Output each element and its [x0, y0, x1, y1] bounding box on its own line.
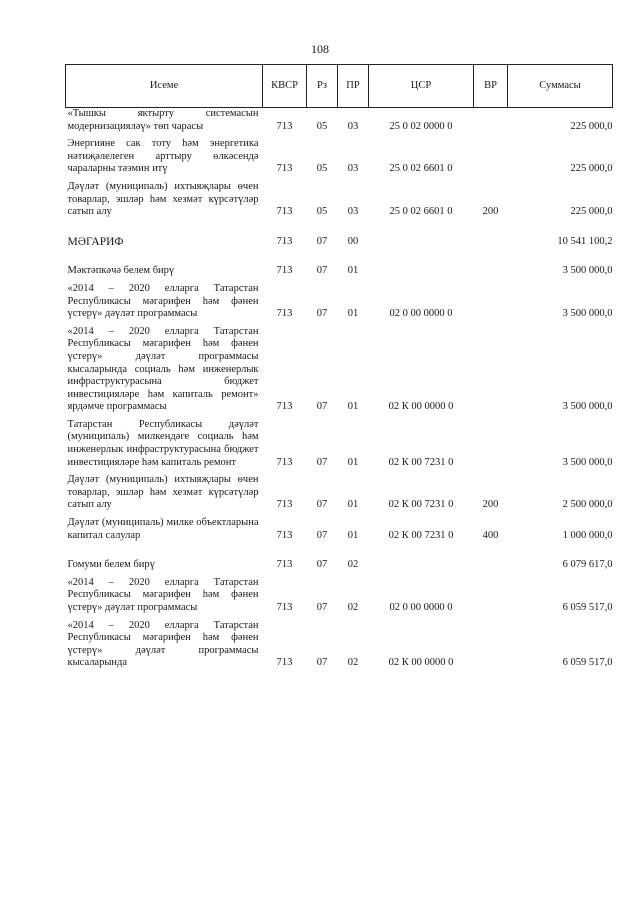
row-sum: 3 500 000,0 — [562, 308, 613, 320]
header-csr: ЦСР — [369, 65, 474, 108]
row-name: Гомуми белем бирү — [67, 559, 155, 571]
row-sum: 6 079 617,0 — [562, 559, 613, 571]
row-csr: 25 0 02 0000 0 — [389, 120, 453, 132]
row-csr: 25 0 02 6601 0 — [389, 163, 453, 175]
header-name: Исеме — [66, 65, 263, 108]
row-vr: 400 — [482, 529, 499, 541]
row-csr: 02 К 00 0000 0 — [388, 401, 454, 413]
row-vr — [474, 222, 508, 252]
row-vr: 200 — [482, 499, 499, 511]
row-rz: 05 — [316, 120, 328, 132]
row-name: «2014 – 2020 елларга Татарстан Республикасы мәгарифен һәм фәнен үстерү» дәүләт программасы кысаларында — [67, 619, 259, 669]
table-row — [66, 179, 613, 222]
row-vr — [474, 417, 508, 472]
row-sum: 3 500 000,0 — [562, 265, 613, 277]
table-row — [66, 251, 613, 281]
row-kvsr: 713 — [276, 163, 293, 175]
row-name: «2014 – 2020 елларга Татарстан Республикасы мәгарифен һәм фәнен үстерү» дәүләт программасы кысаларында социаль һәм инженерлык инфраструктурасына бюджет инвестицияләре һәм капиталь ремонт» ярдәмче программасы — [67, 325, 259, 413]
row-csr: 25 0 02 6601 0 — [389, 206, 453, 218]
table-row — [66, 108, 613, 137]
row-kvsr: 713 — [276, 206, 293, 218]
table-row — [66, 472, 613, 515]
row-name: Татарстан Республикасы дәүләт (муниципаль) милкендәге социаль һәм инженерлык инфраструктурасына бюджет инвестицияләре һәм капиталь ремонт — [67, 418, 259, 468]
page-number: 108 — [311, 42, 329, 56]
budget-table — [65, 64, 613, 673]
table-row — [66, 324, 613, 417]
table-row — [66, 136, 613, 179]
header-pr: ПР — [338, 65, 369, 108]
row-name: «2014 – 2020 елларга Татарстан Республикасы мәгарифен һәм фәнен үстерү» дәүләт программасы — [67, 282, 259, 320]
row-kvsr: 713 — [276, 265, 293, 277]
row-pr: 02 — [347, 559, 359, 571]
row-csr: 02 К 00 7231 0 — [388, 499, 454, 511]
row-vr — [474, 108, 508, 137]
row-pr: 01 — [347, 308, 359, 320]
row-pr: 01 — [347, 529, 359, 541]
row-rz: 07 — [316, 265, 328, 277]
header-sum: Суммасы — [508, 65, 613, 108]
row-rz: 07 — [316, 657, 328, 669]
table-row — [66, 575, 613, 618]
row-name: Дәүләт (муниципаль) ихтыяҗлары өчен товарлар, эшләр һәм хезмәт күрсәтүләр сатып алу — [67, 180, 259, 218]
row-rz: 07 — [316, 602, 328, 613]
row-rz: 05 — [316, 206, 328, 218]
row-csr: 02 К 00 7231 0 — [388, 529, 454, 541]
row-sum: 2 500 000,0 — [562, 499, 613, 511]
row-name: Дәүләт (муниципаль) милке объектларына капитал салулар — [67, 517, 259, 541]
row-kvsr: 713 — [276, 235, 293, 247]
row-sum: 225 000,0 — [570, 163, 613, 175]
row-name: «2014 – 2020 елларга Татарстан Республикасы мәгарифен һәм фәнен үстерү» дәүләт программасы — [67, 576, 259, 613]
row-csr: 02 0 00 0000 0 — [389, 308, 453, 320]
row-name: Энергияне сак тоту һәм энергетика нәтиҗәлелеген арттыру өлкәсендә чараларны тәэмин итү — [67, 138, 259, 175]
row-rz: 05 — [316, 163, 328, 175]
row-vr — [474, 575, 508, 618]
row-sum: 3 500 000,0 — [562, 456, 613, 468]
row-name: МӘГАРИФ — [67, 235, 124, 248]
row-sum: 225 000,0 — [570, 206, 613, 218]
row-vr — [474, 618, 508, 673]
row-vr — [474, 281, 508, 324]
row-rz: 07 — [316, 529, 328, 541]
header-vr: ВР — [474, 65, 508, 108]
row-kvsr: 713 — [276, 308, 293, 320]
row-pr: 02 — [347, 657, 359, 669]
table-header — [66, 65, 613, 108]
row-kvsr: 713 — [276, 499, 293, 511]
row-vr: 200 — [482, 206, 499, 218]
row-sum: 6 059 517,0 — [562, 657, 613, 669]
row-sum: 10 541 100,2 — [557, 235, 613, 247]
row-kvsr: 713 — [276, 120, 293, 132]
table-row — [66, 515, 613, 545]
row-rz: 07 — [316, 499, 328, 511]
row-kvsr: 713 — [276, 529, 293, 541]
row-pr: 03 — [347, 120, 359, 132]
row-kvsr: 713 — [276, 657, 293, 669]
row-vr — [474, 545, 508, 575]
table-row — [66, 545, 613, 575]
row-csr: 02 К 00 0000 0 — [388, 657, 454, 669]
row-pr: 01 — [347, 499, 359, 511]
row-rz: 07 — [316, 235, 328, 247]
row-kvsr: 713 — [276, 602, 293, 613]
row-vr — [474, 251, 508, 281]
row-sum: 225 000,0 — [570, 120, 613, 132]
row-vr — [474, 136, 508, 179]
row-sum: 1 000 000,0 — [562, 529, 613, 541]
table-row — [66, 417, 613, 472]
row-csr: 02 0 00 0000 0 — [389, 602, 453, 613]
row-csr — [369, 251, 474, 281]
row-rz: 07 — [316, 308, 328, 320]
row-rz: 07 — [316, 456, 328, 468]
row-csr — [369, 222, 474, 252]
row-rz: 07 — [316, 559, 328, 571]
row-kvsr: 713 — [276, 559, 293, 571]
row-pr: 01 — [347, 401, 359, 413]
row-vr — [474, 324, 508, 417]
row-pr: 01 — [347, 456, 359, 468]
row-name: «Тышкы яктырту системасын модернизацияләү» төп чарасы — [67, 108, 259, 132]
row-rz: 07 — [316, 401, 328, 413]
row-sum: 6 059 517,0 — [562, 602, 613, 613]
table-row — [66, 222, 613, 252]
row-pr: 00 — [347, 235, 359, 247]
row-kvsr: 713 — [276, 456, 293, 468]
header-rz: Рз — [307, 65, 338, 108]
row-csr: 02 К 00 7231 0 — [388, 456, 454, 468]
row-pr: 01 — [347, 265, 359, 277]
row-pr: 02 — [347, 602, 359, 613]
row-pr: 03 — [347, 163, 359, 175]
table-row — [66, 618, 613, 673]
row-csr — [369, 545, 474, 575]
row-name: Мәктәпкәчә белем бирү — [67, 265, 175, 277]
row-name: Дәүләт (муниципаль) ихтыяҗлары өчен товарлар, эшләр һәм хезмәт күрсәтүләр сатып алу — [67, 474, 259, 511]
row-pr: 03 — [347, 206, 359, 218]
header-kvsr: КВСР — [263, 65, 307, 108]
row-kvsr: 713 — [276, 401, 293, 413]
row-sum: 3 500 000,0 — [562, 401, 613, 413]
table-row — [66, 281, 613, 324]
